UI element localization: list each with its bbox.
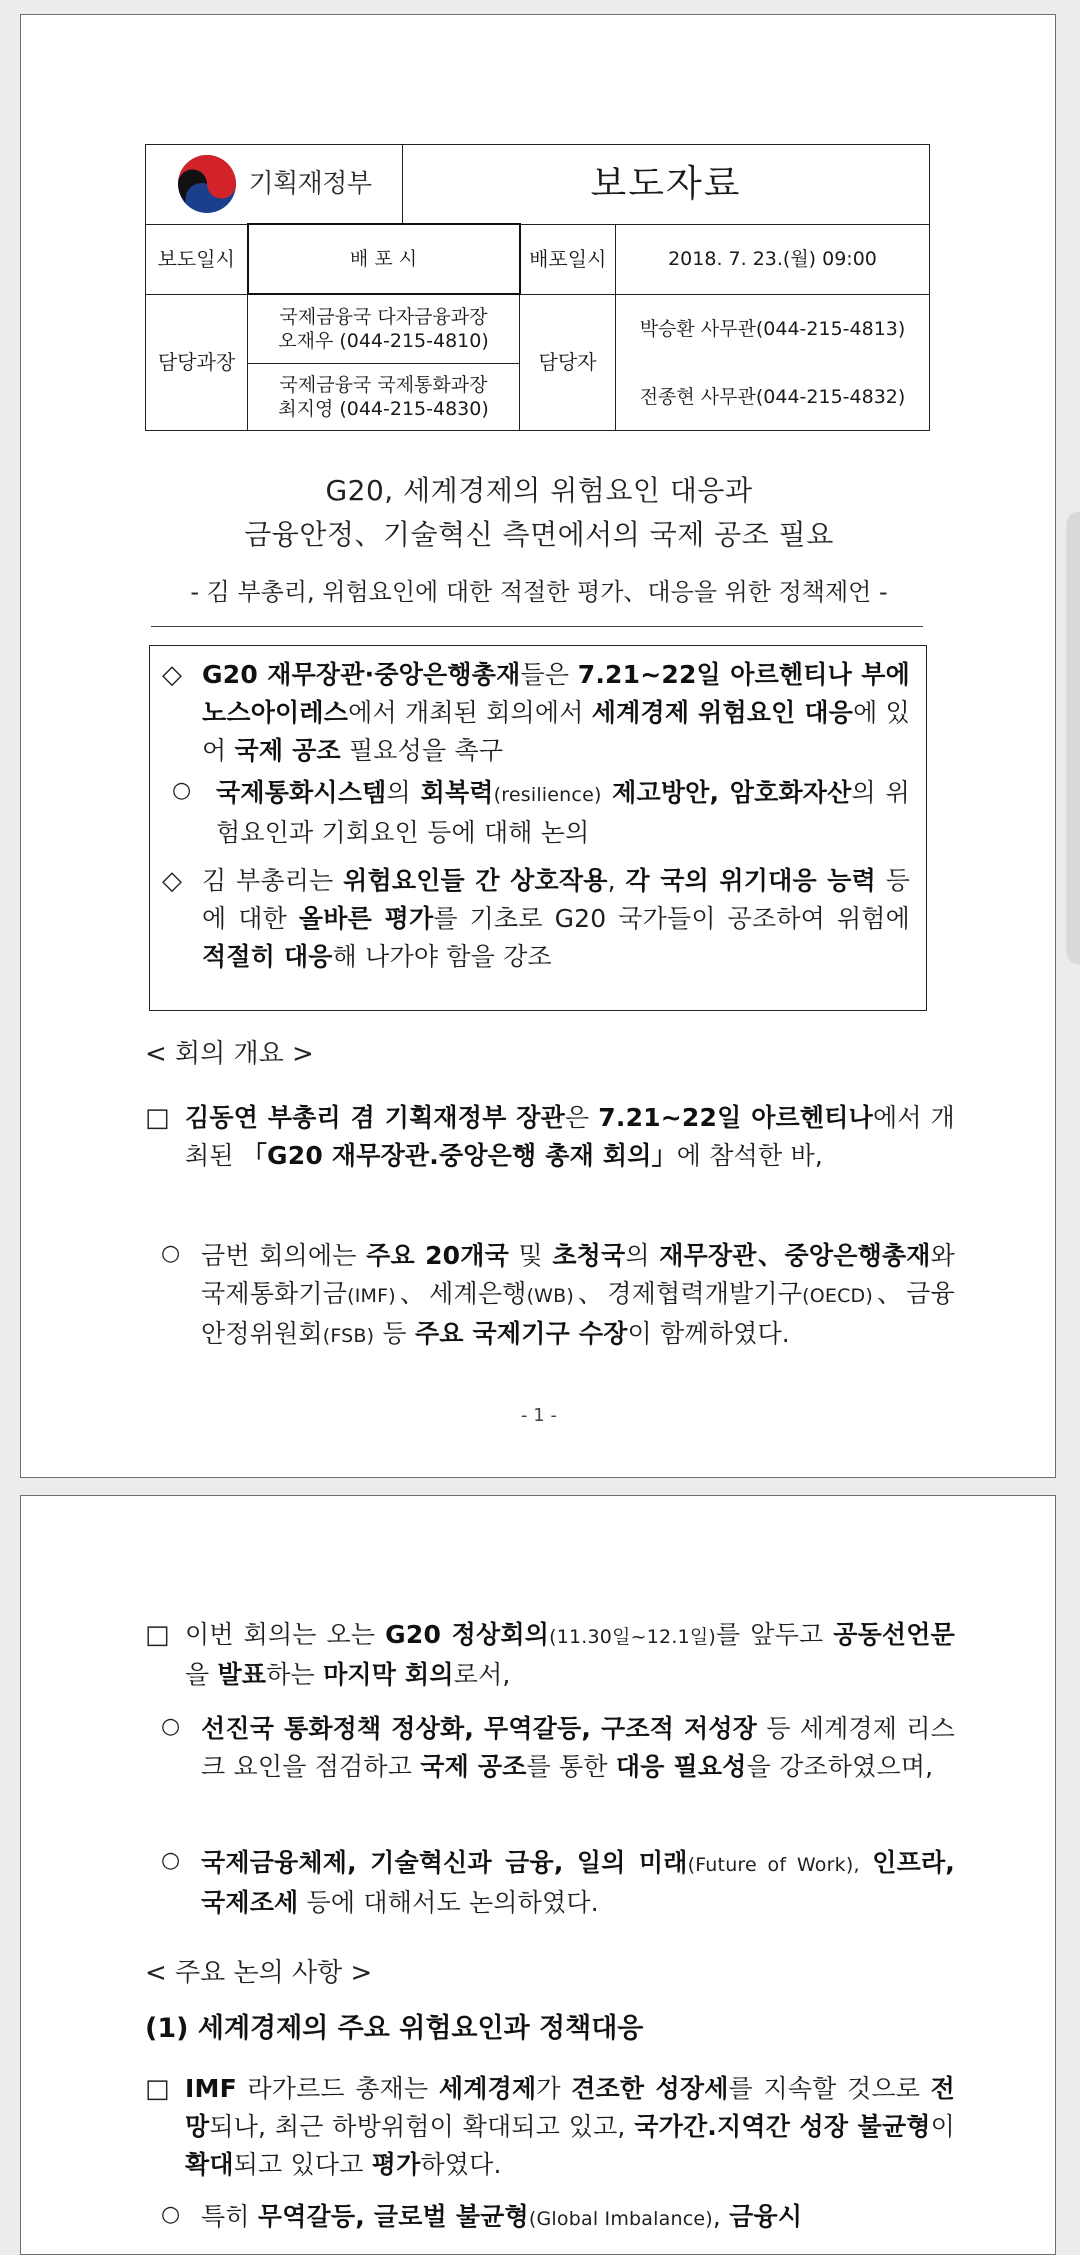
ministry-name: 기획재정부 [248,169,372,199]
dept1-person: 오재우 (044-215-4810) [278,330,489,352]
summary-para-2: 국제통화시스템의 회복력(resilience) 제고방안, 암호화자산의 위험요인과 기회요인 등에 대해 논의 [216,778,910,847]
contact2: 전종현 사무관(044-215-4832) [616,364,930,431]
diamond-bullet-icon: ◇ [162,660,182,690]
divider [151,626,923,627]
body-para-2: 금번 회의에는 주요 20개국 및 초청국의 재무장관、중앙은행총재와 국제통화기금(IMF)、세계은행(WB)、경제협력개발기구(OECD)、금융안정위원회(FSB) 등 주요 국제기구 수장이 함께하였다. [201,1241,956,1348]
body-para-4: 선진국 통화정책 정상화, 무역갈등, 구조적 저성장 등 세계경제 리스크 요인을 점검하고 국제 공조를 통한 대응 필요성을 강조하였으며, [201,1714,955,1781]
body-para-5: 국제금융체제, 기술혁신과 금융, 일의 미래(Future of Work), 인프라, 국제조세 등에 대해서도 논의하였다. [201,1848,955,1917]
doc-type-title: 보도자료 [403,145,930,225]
body-para-1: 김동연 부총리 겸 기획재정부 장관은 7.21~22일 아르헨티나에서 개최된 「G20 재무장관.중앙은행 총재 회의」에 참석한 바, [185,1103,956,1170]
square-bullet-icon: □ [145,1103,170,1133]
section-overview: < 회의 개요 > [145,1039,314,1069]
contact1: 박승환 사무관(044-215-4813) [616,294,930,364]
body-para-3: 이번 회의는 오는 G20 정상회의(11.30일~12.1일)를 앞두고 공동선언문을 발표하는 마지막 회의로서, [185,1620,955,1689]
summary-para-1: G20 재무장관·중앙은행총재들은 7.21~22일 아르헨티나 부에노스아이레스에서 개최된 회의에서 세계경제 위험요인 대응에 있어 국제 공조 필요성을 촉구 [202,660,910,765]
heading-risk-factors: (1) 세계경제의 주요 위험요인과 정책대응 [145,2013,644,2044]
circle-bullet-icon: ○ [161,1848,181,1873]
dept1-name: 국제금융국 다자금융과장 [279,306,488,328]
release-label: 보도일시 [146,224,248,294]
section-main-topics: < 주요 논의 사항 > [145,1958,373,1988]
dept1-cell [248,294,520,364]
page-number: - 1 - [521,1405,557,1426]
dist-value: 2018. 7. 23.(월) 09:00 [616,224,930,294]
document-page-2 [20,1495,1056,2255]
release-value: 배 포 시 [248,224,520,294]
taegeuk-logo-icon [176,153,238,215]
body-para-6: IMF 라가르드 총재는 세계경제가 견조한 성장세를 지속할 것으로 전망되나, 최근 하방위험이 확대되고 있고, 국가간.지역간 성장 불균형이 확대되고 있다고 평가하였다. [185,2074,956,2179]
diamond-bullet-icon: ◇ [162,866,182,896]
dept2-name: 국제금융국 국제통화과장 [279,374,488,396]
document-page-1 [20,14,1056,1478]
circle-bullet-icon: ○ [161,1241,181,1266]
square-bullet-icon: □ [145,1620,170,1650]
summary-para-3: 김 부총리는 위험요인들 간 상호작용, 각 국의 위기대응 능력 등에 대한 올바른 평가를 기초로 G20 국가들이 공조하여 위험에 적절히 대응해 나가야 함을 강조 [202,866,911,971]
dist-label: 배포일시 [520,224,616,294]
headline-line2: 금융안정、기술혁신 측면에서의 국제 공조 필요 [244,518,834,551]
summary-box [149,645,927,1011]
ministry-logo-cell [146,145,403,225]
contact-label: 담당자 [520,294,616,431]
dept-label: 담당과장 [146,294,248,431]
body-para-7: 특히 무역갈등, 글로벌 불균형(Global Imbalance), 금융시 [201,2202,803,2231]
circle-bullet-icon: ○ [161,1714,181,1739]
circle-bullet-icon: ○ [172,778,192,803]
dept2-person: 최지영 (044-215-4830) [278,398,489,420]
header-table [145,144,930,431]
side-scroll-handle[interactable] [1068,512,1080,964]
circle-bullet-icon: ○ [161,2202,181,2227]
headline-line1: G20, 세계경제의 위험요인 대응과 [325,474,753,507]
headline-subtitle: - 김 부총리, 위험요인에 대한 적절한 평가、대응을 위한 정책제언 - [190,578,888,606]
square-bullet-icon: □ [145,2074,170,2104]
dept2-cell [248,364,520,431]
